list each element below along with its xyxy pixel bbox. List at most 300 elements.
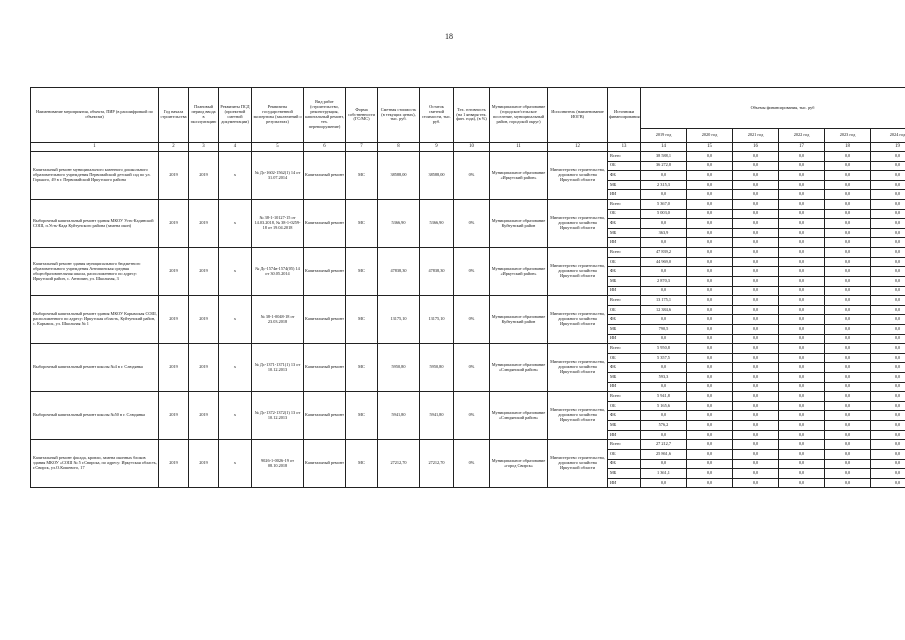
funding-amount: 0,0 <box>733 248 779 258</box>
year-cell: 2022 год <box>779 129 825 143</box>
funding-amount: 0,0 <box>779 411 825 421</box>
funding-amount: 0,0 <box>641 267 687 277</box>
municipality: Муниципальное образование «город Свирск» <box>490 440 548 488</box>
funding-amount: 0,0 <box>733 238 779 248</box>
funding-amount: 790,5 <box>641 324 687 334</box>
object-name: Капитальный ремонт здания муниципального бюджетного образовательного учреждения Антипинская средняя общеобразовательная школа, расположенного по адресу: Иркутский район, с. Антипин, ул. Школьная, 3 <box>31 248 159 296</box>
funding-amount: 0,0 <box>687 392 733 402</box>
funding-amount: 0,0 <box>779 286 825 296</box>
executor: Министерство строительства, дорожного хозяйства Иркутской области <box>548 152 608 200</box>
funding-amount: 0,0 <box>871 411 905 421</box>
funding-amount: 0,0 <box>871 401 905 411</box>
funding-amount: 0,0 <box>733 373 779 383</box>
funding-amount: 0,0 <box>779 219 825 229</box>
funding-amount: 0,0 <box>871 161 905 171</box>
funding-amount: 25 861,6 <box>641 449 687 459</box>
funding-source: ИИ <box>608 430 641 440</box>
funding-amount: 0,0 <box>825 421 871 431</box>
funding-amount: 0,0 <box>779 421 825 431</box>
funding-source: ОБ <box>608 401 641 411</box>
funding-amount: 0,0 <box>733 161 779 171</box>
funding-amount: 0,0 <box>687 209 733 219</box>
year-cell: 2019 год <box>641 129 687 143</box>
funding-amount: 0,0 <box>779 228 825 238</box>
work-type: Капитальный ремонт <box>304 152 346 200</box>
funding-amount: 0,0 <box>871 440 905 450</box>
column-number-cell: 5 <box>252 143 304 152</box>
funding-amount: 0,0 <box>733 315 779 325</box>
funding-amount: 0,0 <box>641 459 687 469</box>
funding-amount: 0,0 <box>779 401 825 411</box>
table-row <box>31 344 905 354</box>
funding-amount: 0,0 <box>779 248 825 258</box>
funding-amount: 0,0 <box>825 305 871 315</box>
funding-amount: 363,9 <box>641 228 687 238</box>
funding-amount: 0,0 <box>687 469 733 479</box>
header-row <box>31 88 905 129</box>
funding-amount: 5 165,6 <box>641 401 687 411</box>
funding-amount: 0,0 <box>779 200 825 210</box>
funding-amount: 0,0 <box>733 296 779 306</box>
column-number-cell: 6 <box>304 143 346 152</box>
column-number-cell: 11 <box>490 143 548 152</box>
commission-period: 2019 <box>189 248 219 296</box>
funding-amount: 0,0 <box>825 190 871 200</box>
remaining-cost: 5941,80 <box>420 392 454 440</box>
funding-amount: 0,0 <box>825 180 871 190</box>
remaining-cost: 47838,30 <box>420 248 454 296</box>
funding-amount: 0,0 <box>825 257 871 267</box>
funding-amount: 0,0 <box>641 334 687 344</box>
object-name: Выборочный капитальный ремонт школы №4 в г. Слюдянка <box>31 344 159 392</box>
funding-amount: 0,0 <box>779 353 825 363</box>
funding-amount: 0,0 <box>779 382 825 392</box>
executor: Министерство строительства, дорожного хозяйства Иркутской области <box>548 392 608 440</box>
funding-amount: 0,0 <box>687 228 733 238</box>
funding-source: ФБ <box>608 459 641 469</box>
table-row <box>31 200 905 210</box>
funding-amount: 0,0 <box>687 238 733 248</box>
column-number-cell: 2 <box>159 143 189 152</box>
funding-amount: 0,0 <box>687 152 733 162</box>
funding-amount: 0,0 <box>687 382 733 392</box>
start-year: 2019 <box>159 392 189 440</box>
commission-period: 2019 <box>189 296 219 344</box>
ownership-form: МС <box>346 200 378 248</box>
funding-amount: 0,0 <box>733 392 779 402</box>
column-number-cell: 17 <box>779 143 825 152</box>
expertise-details: № 38-1-10127-15 от 14.03.2018, № 38-1-0259-18 от 19.04.2018 <box>252 200 304 248</box>
work-type: Капитальный ремонт <box>304 200 346 248</box>
funding-amount: 5 941,8 <box>641 392 687 402</box>
estimated-cost: 27212,70 <box>378 440 420 488</box>
municipality: Муниципальное образование Куйтунский район <box>490 200 548 248</box>
column-number-cell: 18 <box>825 143 871 152</box>
column-number-cell: 15 <box>687 143 733 152</box>
commission-period: 2019 <box>189 440 219 488</box>
header-cell: Исполнитель (наименование ИОГВ) <box>548 88 608 143</box>
funding-amount: 0,0 <box>733 469 779 479</box>
funding-amount: 0,0 <box>825 200 871 210</box>
start-year: 2019 <box>159 200 189 248</box>
funding-amount: 0,0 <box>687 190 733 200</box>
funding-amount: 0,0 <box>825 382 871 392</box>
header-cell: Форма собственности (ГС/МС) <box>346 88 378 143</box>
estimated-cost: 5941,80 <box>378 392 420 440</box>
funding-amount: 0,0 <box>779 440 825 450</box>
ownership-form: МС <box>346 152 378 200</box>
funding-amount: 5 950,8 <box>641 344 687 354</box>
funding-amount: 0,0 <box>825 344 871 354</box>
funding-amount: 0,0 <box>687 411 733 421</box>
funding-source: МБ <box>608 324 641 334</box>
funding-amount: 0,0 <box>779 469 825 479</box>
funding-amount: 0,0 <box>733 180 779 190</box>
funding-amount: 0,0 <box>825 296 871 306</box>
column-number-cell: 13 <box>608 143 641 152</box>
funding-amount: 0,0 <box>687 353 733 363</box>
funding-amount: 0,0 <box>687 219 733 229</box>
funding-amount: 0,0 <box>871 334 905 344</box>
funding-source: ИИ <box>608 286 641 296</box>
funding-amount: 0,0 <box>871 276 905 286</box>
funding-source: ОБ <box>608 353 641 363</box>
funding-source: Всего <box>608 392 641 402</box>
funding-amount: 47 839,2 <box>641 248 687 258</box>
funding-amount: 0,0 <box>825 161 871 171</box>
funding-amount: 0,0 <box>687 267 733 277</box>
year-cell: 2023 год <box>825 129 871 143</box>
funding-amount: 0,0 <box>641 315 687 325</box>
funding-amount: 0,0 <box>871 190 905 200</box>
column-number-cell: 16 <box>733 143 779 152</box>
funding-amount: 0,0 <box>825 276 871 286</box>
expertise-details: № Дс-1372-1372(1) 13 от 10.12.2013 <box>252 392 304 440</box>
funding-source: ФБ <box>608 363 641 373</box>
header-cell: Наименование мероприятия, объекта, ПИР (в расшифровкой по объектам) <box>31 88 159 143</box>
column-number-cell: 9 <box>420 143 454 152</box>
funding-amount: 0,0 <box>641 363 687 373</box>
funding-amount: 27 212,7 <box>641 440 687 450</box>
funding-amount: 0,0 <box>687 248 733 258</box>
column-number-cell: 19 <box>871 143 905 152</box>
funding-amount: 0,0 <box>871 267 905 277</box>
funding-amount: 0,0 <box>733 219 779 229</box>
funding-amount: 0,0 <box>687 449 733 459</box>
funding-source: Всего <box>608 440 641 450</box>
funding-amount: 0,0 <box>871 219 905 229</box>
object-name: Выборочный капитальный ремонт здания МКОУ Усть-Кадинской СОШ, п.Усть-Када Куйтунского района (замена окон) <box>31 200 159 248</box>
object-name: Выборочный капитальный ремонт школы №50 в г. Слюдянка <box>31 392 159 440</box>
funding-amount: 0,0 <box>825 219 871 229</box>
funding-amount: 0,0 <box>871 459 905 469</box>
funding-amount: 0,0 <box>687 276 733 286</box>
funding-amount: 0,0 <box>871 363 905 373</box>
funding-amount: 0,0 <box>825 363 871 373</box>
funding-source: ФБ <box>608 411 641 421</box>
funding-amount: 0,0 <box>779 257 825 267</box>
work-type: Капитальный ремонт <box>304 344 346 392</box>
header-cell: Вид работ (строительство, реконструкция, капитальный ремонт, тех. перевооружение) <box>304 88 346 143</box>
column-number-cell: 7 <box>346 143 378 152</box>
start-year: 2019 <box>159 296 189 344</box>
funding-amount: 0,0 <box>733 411 779 421</box>
header-cell: Сметная стоимость (в текущих ценах), тыс. руб. <box>378 88 420 143</box>
start-year: 2019 <box>159 152 189 200</box>
funding-amount: 0,0 <box>825 324 871 334</box>
start-year: 2019 <box>159 344 189 392</box>
funding-amount: 0,0 <box>825 152 871 162</box>
funding-amount: 2 315,3 <box>641 180 687 190</box>
funding-source: Всего <box>608 248 641 258</box>
funding-amount: 0,0 <box>733 353 779 363</box>
funding-amount: 0,0 <box>687 363 733 373</box>
funding-amount: 593,3 <box>641 373 687 383</box>
funding-amount: 0,0 <box>779 267 825 277</box>
commission-period: 2019 <box>189 344 219 392</box>
funding-amount: 0,0 <box>779 344 825 354</box>
funding-source: Всего <box>608 200 641 210</box>
funding-amount: 0,0 <box>779 315 825 325</box>
funding-amount: 0,0 <box>825 248 871 258</box>
funding-source: МБ <box>608 373 641 383</box>
funding-amount: 0,0 <box>687 401 733 411</box>
funding-amount: 0,0 <box>687 440 733 450</box>
funding-amount: 0,0 <box>733 430 779 440</box>
funding-amount: 0,0 <box>825 411 871 421</box>
funding-amount: 0,0 <box>871 315 905 325</box>
year-cell: 2021 год <box>733 129 779 143</box>
estimated-cost: 5950,80 <box>378 344 420 392</box>
funding-amount: 0,0 <box>779 296 825 306</box>
funding-amount: 0,0 <box>733 276 779 286</box>
header-cell: Тех. готовность (на 1 января тек. фин. года), (в %) <box>454 88 490 143</box>
year-cell: 2020 год <box>687 129 733 143</box>
funding-amount: 12 384,6 <box>641 305 687 315</box>
psd-details: х <box>219 344 252 392</box>
header-cell: Реквизиты ПСД (проектной сметной документации) <box>219 88 252 143</box>
funding-source: ФБ <box>608 171 641 181</box>
remaining-cost: 38588,00 <box>420 152 454 200</box>
funding-amount: 0,0 <box>779 478 825 488</box>
funding-amount: 0,0 <box>825 315 871 325</box>
column-number-cell: 10 <box>454 143 490 152</box>
commission-period: 2019 <box>189 152 219 200</box>
funding-source: ОБ <box>608 305 641 315</box>
expertise-details: № 38-1-0048-18 от 23.03.2018 <box>252 296 304 344</box>
funding-amount: 0,0 <box>779 238 825 248</box>
object-name: Выборочный капитальный ремонт здания МКОУ Карымская СОШ, расположенного по адресу: Иркутская область, Куйтунский район, с. Карымск, ул. Школьная № 1 <box>31 296 159 344</box>
column-number-cell: 12 <box>548 143 608 152</box>
expertise-details: № Дс-1574в-1574(05) 14 от 30.05.2014 <box>252 248 304 296</box>
tech-readiness: 0% <box>454 152 490 200</box>
funding-amount: 0,0 <box>733 440 779 450</box>
funding-amount: 0,0 <box>871 430 905 440</box>
estimated-cost: 47838,30 <box>378 248 420 296</box>
municipality: Муниципальное образование Куйтунский район <box>490 296 548 344</box>
funding-amount: 38 588,1 <box>641 152 687 162</box>
column-number-cell: 3 <box>189 143 219 152</box>
table-row <box>31 248 905 258</box>
funding-amount: 0,0 <box>733 449 779 459</box>
funding-amount: 0,0 <box>871 238 905 248</box>
work-type: Капитальный ремонт <box>304 296 346 344</box>
header-cell: Реквизиты государственной экспертизы (заключений о результатах) <box>252 88 304 143</box>
funding-amount: 0,0 <box>687 200 733 210</box>
psd-details: х <box>219 440 252 488</box>
funding-amount: 0,0 <box>733 257 779 267</box>
funding-amount: 0,0 <box>687 286 733 296</box>
funding-amount: 0,0 <box>733 363 779 373</box>
tech-readiness: 0% <box>454 200 490 248</box>
funding-amount: 0,0 <box>687 180 733 190</box>
funding-amount: 0,0 <box>871 296 905 306</box>
funding-amount: 0,0 <box>871 344 905 354</box>
table-row <box>31 440 905 450</box>
ownership-form: МС <box>346 392 378 440</box>
funding-amount: 0,0 <box>825 353 871 363</box>
remaining-cost: 13175,10 <box>420 296 454 344</box>
funding-amount: 0,0 <box>779 392 825 402</box>
ownership-form: МС <box>346 440 378 488</box>
header-cell-financing: Объемы финансирования, тыс. руб <box>641 88 905 129</box>
funding-amount: 0,0 <box>825 478 871 488</box>
funding-source: ИИ <box>608 238 641 248</box>
funding-source: ФБ <box>608 219 641 229</box>
funding-amount: 0,0 <box>871 257 905 267</box>
funding-amount: 5 357,5 <box>641 353 687 363</box>
expertise-details: 9026-1-0026-19 от 08.10.2018 <box>252 440 304 488</box>
funding-amount: 0,0 <box>687 430 733 440</box>
funding-amount: 0,0 <box>779 152 825 162</box>
funding-amount: 0,0 <box>871 478 905 488</box>
funding-amount: 5 003,0 <box>641 209 687 219</box>
funding-amount: 0,0 <box>871 200 905 210</box>
funding-source: МБ <box>608 180 641 190</box>
funding-source: ИИ <box>608 478 641 488</box>
estimated-cost: 38588,00 <box>378 152 420 200</box>
table-row <box>31 152 905 162</box>
funding-amount: 0,0 <box>641 219 687 229</box>
funding-amount: 1 361,1 <box>641 469 687 479</box>
funding-amount: 0,0 <box>687 344 733 354</box>
funding-amount: 0,0 <box>733 324 779 334</box>
funding-amount: 0,0 <box>733 478 779 488</box>
object-name: Капитальный ремонт фасада, кровли, замена оконных блоков здания МКОУ «СОШ № 5 г.Свирска, по адресу: Иркутская область, г.Свирск, ул.О.Кошевого, 17 <box>31 440 159 488</box>
funding-amount: 0,0 <box>825 286 871 296</box>
work-type: Капитальный ремонт <box>304 248 346 296</box>
funding-amount: 0,0 <box>687 257 733 267</box>
funding-amount: 0,0 <box>779 363 825 373</box>
funding-amount: 0,0 <box>641 430 687 440</box>
funding-amount: 0,0 <box>871 373 905 383</box>
funding-amount: 0,0 <box>733 267 779 277</box>
funding-amount: 0,0 <box>871 421 905 431</box>
remaining-cost: 27212,70 <box>420 440 454 488</box>
tech-readiness: 0% <box>454 344 490 392</box>
expertise-details: № Дс-1602-1562(1) 14 от 31.07.2014 <box>252 152 304 200</box>
table-body <box>31 152 905 488</box>
financing-table <box>30 87 905 488</box>
psd-details: х <box>219 248 252 296</box>
funding-source: МБ <box>608 421 641 431</box>
header-cell: Муниципальное образование (городское/сельское поселение, муниципальный район, городской округ) <box>490 88 548 143</box>
funding-source: МБ <box>608 228 641 238</box>
psd-details: х <box>219 200 252 248</box>
column-number-cell: 4 <box>219 143 252 152</box>
funding-amount: 0,0 <box>779 190 825 200</box>
funding-amount: 44 969,0 <box>641 257 687 267</box>
tech-readiness: 0% <box>454 392 490 440</box>
funding-source: МБ <box>608 469 641 479</box>
funding-amount: 0,0 <box>779 209 825 219</box>
funding-amount: 0,0 <box>825 267 871 277</box>
remaining-cost: 5950,80 <box>420 344 454 392</box>
funding-amount: 0,0 <box>779 459 825 469</box>
work-type: Капитальный ремонт <box>304 440 346 488</box>
funding-amount: 0,0 <box>733 344 779 354</box>
header-cell: Источники финансирования <box>608 88 641 143</box>
funding-amount: 0,0 <box>733 190 779 200</box>
funding-amount: 0,0 <box>871 469 905 479</box>
funding-amount: 0,0 <box>825 228 871 238</box>
funding-amount: 0,0 <box>825 392 871 402</box>
funding-amount: 0,0 <box>641 171 687 181</box>
funding-amount: 0,0 <box>779 373 825 383</box>
funding-amount: 0,0 <box>779 305 825 315</box>
funding-amount: 13 175,1 <box>641 296 687 306</box>
funding-amount: 0,0 <box>641 411 687 421</box>
funding-amount: 0,0 <box>641 286 687 296</box>
funding-amount: 0,0 <box>825 171 871 181</box>
funding-amount: 0,0 <box>779 161 825 171</box>
executor: Министерство строительства, дорожного хозяйства Иркутской области <box>548 248 608 296</box>
tech-readiness: 0% <box>454 296 490 344</box>
funding-amount: 0,0 <box>871 449 905 459</box>
funding-amount: 0,0 <box>779 171 825 181</box>
funding-amount: 0,0 <box>733 305 779 315</box>
funding-amount: 0,0 <box>733 421 779 431</box>
funding-amount: 0,0 <box>825 209 871 219</box>
object-name: Капитальный ремонт муниципального казенного дошкольного образовательного учреждения Первомайский детский сад по ул. Горького, 49 в г. Первомайский Иркутского района <box>31 152 159 200</box>
funding-source: МБ <box>608 276 641 286</box>
funding-amount: 0,0 <box>687 315 733 325</box>
funding-amount: 0,0 <box>825 449 871 459</box>
funding-amount: 0,0 <box>687 478 733 488</box>
funding-amount: 0,0 <box>825 469 871 479</box>
ownership-form: МС <box>346 248 378 296</box>
funding-amount: 0,0 <box>779 180 825 190</box>
year-cell: 2024 год <box>871 129 905 143</box>
start-year: 2019 <box>159 248 189 296</box>
funding-amount: 0,0 <box>825 459 871 469</box>
header-cell: Плановый период ввода в эксплуатацию <box>189 88 219 143</box>
municipality: Муниципальное образование «Слюдянский район» <box>490 392 548 440</box>
column-number-cell: 14 <box>641 143 687 152</box>
funding-amount: 0,0 <box>779 430 825 440</box>
table-row <box>31 296 905 306</box>
funding-amount: 36 272,8 <box>641 161 687 171</box>
funding-amount: 0,0 <box>825 401 871 411</box>
tech-readiness: 0% <box>454 248 490 296</box>
table-row <box>31 392 905 402</box>
funding-amount: 0,0 <box>779 334 825 344</box>
column-number-cell: 1 <box>31 143 159 152</box>
tech-readiness: 0% <box>454 440 490 488</box>
municipality: Муниципальное образование «Слюдянский район» <box>490 344 548 392</box>
funding-amount: 0,0 <box>687 305 733 315</box>
start-year: 2019 <box>159 440 189 488</box>
